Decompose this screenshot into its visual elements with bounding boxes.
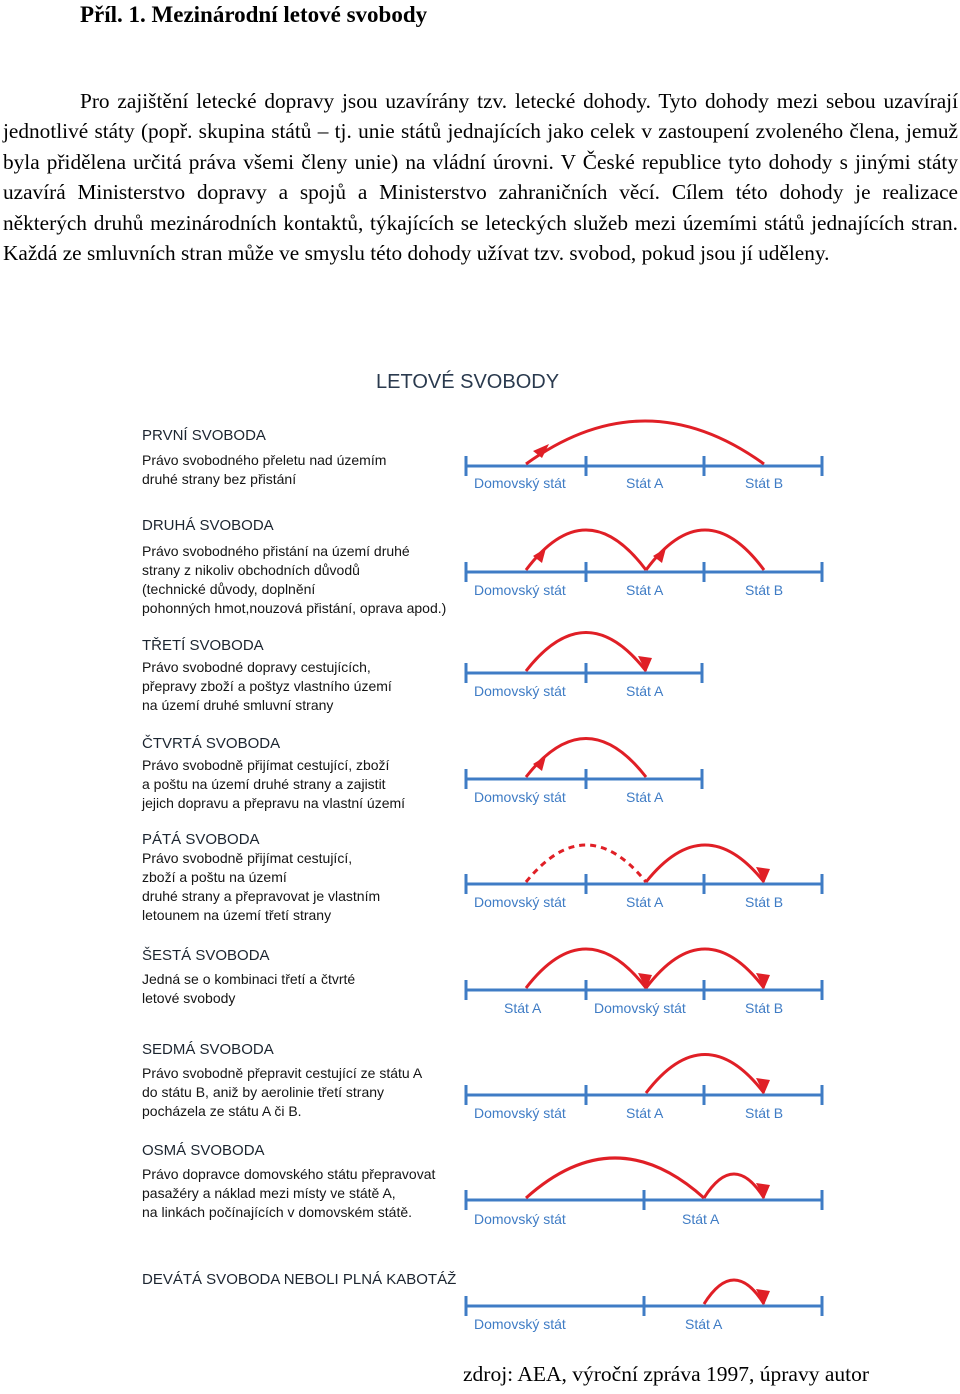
- state-label: Stát A: [626, 475, 664, 491]
- state-label: Stát A: [504, 1000, 542, 1016]
- state-label: Stát A: [626, 683, 664, 699]
- state-label: Stát A: [626, 789, 664, 805]
- freedom-heading: OSMÁ SVOBODA: [142, 1142, 265, 1159]
- freedom-description-line: do státu B, aniž by aerolinie třetí strany: [142, 1084, 385, 1100]
- freedom-description-line: Jedná se o kombinaci třetí a čtvrté: [142, 971, 356, 987]
- freedom-description-line: Právo svobodně přijímat cestující,: [142, 850, 353, 866]
- freedom-description-line: Právo svobodného přistání na území druhé: [142, 543, 410, 559]
- state-label: Domovský stát: [474, 1105, 566, 1121]
- state-label: Stát A: [626, 1105, 664, 1121]
- state-label: Domovský stát: [474, 475, 566, 491]
- state-label: Domovský stát: [474, 789, 566, 805]
- freedom-description-line: (technické důvody, doplnění: [142, 581, 316, 597]
- freedom-description-line: Právo svobodně přepravit cestující ze státu A: [142, 1065, 423, 1081]
- freedom-1: [142, 421, 822, 491]
- freedom-description-line: pocházela ze státu A či B.: [142, 1103, 302, 1119]
- timeline: [466, 874, 822, 894]
- source-note: zdroj: AEA, výroční zpráva 1997, úpravy autor: [463, 1362, 869, 1386]
- timeline: [466, 456, 822, 476]
- timeline: [466, 1190, 822, 1210]
- freedom-description-line: pohonných hmot,nouzová přistání, oprava apod.): [142, 600, 447, 616]
- freedom-heading: DRUHÁ SVOBODA: [142, 517, 274, 534]
- flight-arc: [704, 1174, 764, 1198]
- freedom-heading: ČTVRTÁ SVOBODA: [142, 735, 281, 752]
- freedom-description-line: Právo svobodného přeletu nad územím: [142, 452, 387, 468]
- state-label: Domovský stát: [474, 1316, 566, 1332]
- state-label: Stát A: [685, 1316, 723, 1332]
- state-label: Stát B: [745, 475, 784, 491]
- state-label: Domovský stát: [474, 683, 566, 699]
- page-title: Příl. 1. Mezinárodní letové svobody: [80, 2, 428, 27]
- state-label: Stát B: [745, 1105, 784, 1121]
- state-label: Stát A: [626, 894, 664, 910]
- intro-paragraph: Pro zajištění letecké dopravy jsou uzavírány tzv. letecké dohody. Tyto dohody mezi sebou uzavírají jednotlivé státy (popř. skupina států – tj. unie států jednajících jako celek v zastoupení zvoleného člena, jemuž byla přidělena určitá práva všemi členy unie) na vládní úrovni. V České republice tyto dohody s jinými státy uzavírá Ministerstvo dopravy a spojů a Ministerstvo zahraničních věcí. Cílem této dohody je realizace některých druhů mezinárodních kontaktů, týkajících se leteckých služeb mezi územími států jednajících stran. Každá ze smluvních stran může ve smyslu této dohody užívat tzv. svobod, pokud jsou jí uděleny.: [3, 89, 958, 266]
- state-label: Domovský stát: [474, 894, 566, 910]
- freedom-description-line: letounem na území třetí strany: [142, 907, 332, 923]
- freedom-heading: SEDMÁ SVOBODA: [142, 1041, 274, 1058]
- flight-arc: [526, 421, 764, 464]
- state-label: Domovský stát: [594, 1000, 686, 1016]
- state-label: Domovský stát: [474, 582, 566, 598]
- freedom-description-line: druhé strany bez přistání: [142, 471, 297, 487]
- freedom-description-line: strany z nikoliv obchodních důvodů: [142, 562, 360, 578]
- freedom-description-line: letové svobody: [142, 990, 236, 1006]
- state-label: Stát B: [745, 582, 784, 598]
- freedom-description-line: na linkách počínajících v domovském státě.: [142, 1204, 413, 1220]
- flight-arc: [704, 1280, 764, 1304]
- freedom-description-line: druhé strany a přepravovat je vlastním: [142, 888, 381, 904]
- freedom-3: [142, 633, 702, 714]
- freedom-description-line: Právo svobodné dopravy cestujících,: [142, 659, 371, 675]
- state-label: Stát B: [745, 1000, 784, 1016]
- state-label: Stát A: [682, 1211, 720, 1227]
- timeline: [466, 663, 702, 683]
- freedom-heading: DEVÁTÁ SVOBODA NEBOLI PLNÁ KABOTÁŽ: [142, 1271, 457, 1288]
- freedom-heading: PÁTÁ SVOBODA: [142, 831, 260, 848]
- freedom-heading: ŠESTÁ SVOBODA: [142, 947, 270, 964]
- figure-title: LETOVÉ SVOBODY: [376, 371, 560, 393]
- freedom-8: [142, 1142, 822, 1227]
- freedom-description-line: a poštu na území druhé strany a zajistit: [142, 776, 386, 792]
- freedom-7: [142, 1041, 822, 1121]
- freedom-4: [141, 735, 702, 811]
- freedom-heading: TŘETÍ SVOBODA: [142, 637, 264, 654]
- freedom-6: [142, 947, 822, 1016]
- freedom-5: [142, 831, 822, 923]
- timeline: [466, 769, 702, 789]
- freedom-description-line: na území druhé smluvní strany: [142, 697, 334, 713]
- timeline: [466, 1296, 822, 1316]
- freedom-2: [142, 517, 822, 616]
- freedom-9: [142, 1271, 822, 1332]
- freedom-description-line: přepravy zboží a poštyz vlastního území: [142, 678, 392, 694]
- state-label: Stát A: [626, 582, 664, 598]
- freedom-heading: PRVNÍ SVOBODA: [142, 427, 266, 444]
- freedom-description-line: pasažéry a náklad mezi místy ve státě A,: [142, 1185, 396, 1201]
- arrow-head: [533, 756, 546, 771]
- timeline: [466, 1085, 822, 1105]
- state-label: Stát B: [745, 894, 784, 910]
- freedom-description-line: jejich dopravu a přepravu na vlastní území: [142, 795, 406, 811]
- freedom-description-line: Právo svobodně přijímat cestující, zboží: [142, 757, 390, 773]
- flight-arc: [526, 1158, 704, 1198]
- freedom-description-line: zboží a poštu na území: [142, 869, 287, 885]
- freedom-description-line: Právo dopravce domovského státu přepravovat: [142, 1166, 436, 1182]
- state-label: Domovský stát: [474, 1211, 566, 1227]
